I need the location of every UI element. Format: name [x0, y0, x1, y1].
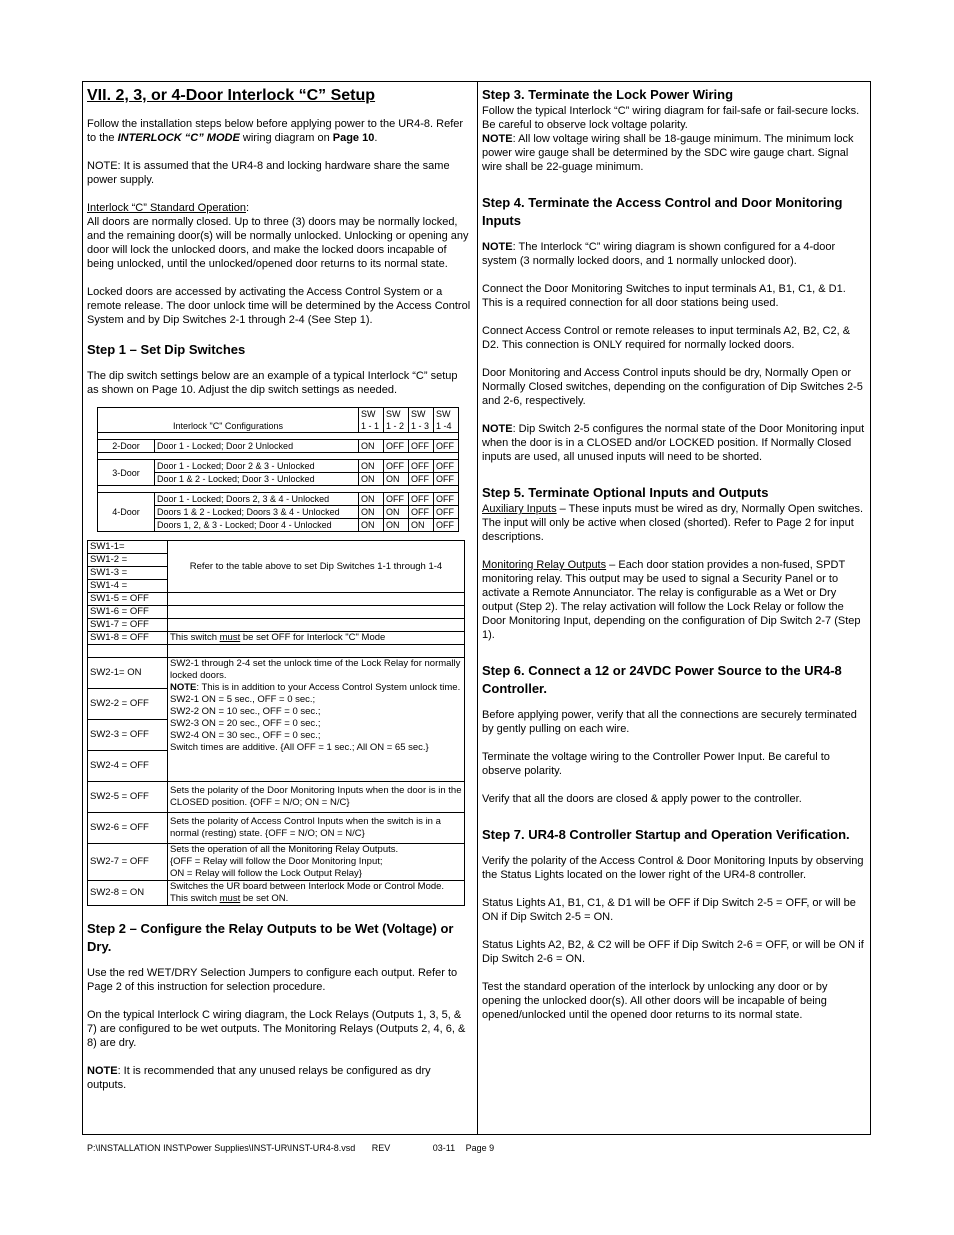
- sw-header: SW 1 - 3: [409, 408, 434, 433]
- step4-note-1: NOTE: The Interlock “C” wiring diagram is shown configured for a 4-door system (3 normally locked doors, and 1 normally unlocked door).: [482, 241, 836, 267]
- step7-paragraph-2: Status Lights A1, B1, C1, & D1 will be OFF if Dip Switch 2-5 = OFF, or will be ON if Dip Switch 2-5 = ON.: [482, 897, 856, 923]
- table-row: SW1-8 = OFF This switch must be set OFF for Interlock "C" Mode: [88, 632, 465, 645]
- step7-paragraph-3: Status Lights A2, B2, & C2 will be OFF if Dip Switch 2-6 = OFF, or will be ON if Dip Switch 2-6 = ON.: [482, 939, 864, 965]
- step4-title: Step 4. Terminate the Access Control and Door Monitoring Inputs: [482, 195, 843, 228]
- config-desc: Door 1 - Locked; Door 2 & 3 - Unlocked: [155, 460, 359, 473]
- step7-title: Step 7. UR4-8 Controller Startup and Operation Verification.: [482, 827, 850, 842]
- door-group-label: 4-Door: [98, 493, 155, 532]
- table-row: SW2-2 = OFF: [88, 689, 465, 720]
- sw-header: SW 1 -4: [434, 408, 459, 433]
- config-desc: Door 1 - Locked; Doors 2, 3 & 4 - Unlocked: [155, 493, 359, 506]
- config-desc: Door 1 & 2 - Locked; Door 3 - Unlocked: [155, 473, 359, 486]
- standard-operation: Interlock “C” Standard Operation: All doors are normally closed. Up to three (3) doors may be normally locked, and the remaining door(s) will be normally unlocked. Unlocking or opening any door will lock the unlocked doors, and make the locked doors incapable of being unlocked, until the unlocked/opened door returns to its normal state.: [87, 202, 469, 270]
- door-group-label: 3-Door: [98, 460, 155, 486]
- table-row: SW2-1= ON SW2-1 through 2-4 set the unlock time of the Lock Relay for normally locked doors. NOTE: This is in addition to your Access Control System unlock time. SW2-1 ON = 5 sec., OFF = 0 sec.; SW2-2 ON = 10 sec., OFF = 0 sec.; SW2-3 ON = 20 sec., OFF = 0 sec.; SW2-4 ON = 30 sec., OFF = 0 sec.; Switch times are additive. {All OFF = 1 sec.; All ON = 65 sec.}: [88, 658, 465, 689]
- door-group-label: 2-Door: [98, 440, 155, 453]
- step4-paragraph-2: Connect the Door Monitoring Switches to input terminals A1, B1, C1, & D1. This is a required connection for all door stations being used.: [482, 283, 846, 309]
- table-row: 4-Door Door 1 - Locked; Doors 2, 3 & 4 - Unlocked ON OFF OFF OFF: [98, 493, 459, 506]
- locked-doors-paragraph: Locked doors are accessed by activating the Access Control System or a remote release. The door unlock time will be determined by the Access Control System and by Dip Switches 2-1 through 2-4 (See Step 1).: [87, 286, 471, 326]
- table-row: SW1-3 =: [88, 567, 465, 580]
- sw-header: SW 1 - 1: [359, 408, 384, 433]
- table-row: SW2-6 = OFF Sets the polarity of Access Control Inputs when the switch is in a normal (resting) state. {OFF = N/O; ON = N/C}: [88, 813, 465, 844]
- left-column: [87, 86, 471, 1106]
- intro-paragraph: Follow the installation steps below before applying power to the UR4-8. Refer to the INTERLOCK “C” MODE wiring diagram on Page 10.: [87, 118, 464, 144]
- revision-label: REV: [371, 1143, 391, 1153]
- table-row: SW2-4 = OFF: [88, 751, 465, 782]
- step1-paragraph: The dip switch settings below are an example of a typical Interlock “C” setup as shown on Page 10. Adjust the dip switch settings as needed.: [87, 370, 458, 396]
- config-desc: Doors 1 & 2 - Locked; Doors 3 & 4 - Unlocked: [155, 506, 359, 519]
- dip-config-table: [97, 407, 459, 532]
- table-row: 3-Door Door 1 - Locked; Door 2 & 3 - Unlocked ON OFF OFF OFF: [98, 460, 459, 473]
- step5-mon-paragraph: Monitoring Relay Outputs – Each door station provides a non-fused, SPDT monitoring relay. This output may be used to signal a Security Panel or to activate a Remote Annunciator. The relay is configurable as a Wet or Dry output (Step 2). The relay activation will follow the Lock Relay or follow the Door Monitoring Input, depending on the configuration of Dip Switch 2-7 (Step 1).: [482, 559, 861, 641]
- table-row: SW2-5 = OFF Sets the polarity of the Door Monitoring Inputs when the door is in the CLOSED position. {OFF = N/O; ON = N/C}: [88, 782, 465, 813]
- unlock-time-description: SW2-1 through 2-4 set the unlock time of the Lock Relay for normally locked doors. NOTE: This is in addition to your Access Control System unlock time. SW2-1 ON = 5 sec., OFF = 0 sec.; SW2-2 ON = 10 sec., OFF = 0 sec.; SW2-3 ON = 20 sec., OFF = 0 sec.; SW2-4 ON = 30 sec., OFF = 0 sec.; Switch times are additive. {All OFF = 1 sec.; All ON = 65 sec.}: [168, 658, 465, 782]
- step7-paragraph-1: Verify the polarity of the Access Control & Door Monitoring Inputs by observing the Status Lights located on the lower right of the UR4-8 controller.: [482, 855, 864, 881]
- table-row: Doors 1 & 2 - Locked; Doors 3 & 4 - Unlocked ON ON OFF OFF: [98, 506, 459, 519]
- table-row: SW1-7 = OFF: [88, 619, 465, 632]
- table-row: SW2-3 = OFF: [88, 720, 465, 751]
- switch-settings-table: [87, 540, 465, 906]
- column-divider: [477, 81, 478, 1135]
- table-row: SW1-6 = OFF: [88, 606, 465, 619]
- file-path: P:\INSTALLATION INST\Power Supplies\INST-UR\INST-UR4-8.vsd: [87, 1143, 356, 1153]
- dip-header-row: [98, 408, 459, 433]
- config-header: Interlock "C" Configurations: [98, 408, 359, 433]
- table-row: Door 1 & 2 - Locked; Door 3 - Unlocked ON ON OFF OFF: [98, 473, 459, 486]
- step3-note: NOTE: All low voltage wiring shall be 18-gauge minimum. The minimum lock power wire gauge shall be determined by the SDC wire gauge chart. Signal wire shall be 22-guage minimum.: [482, 133, 854, 173]
- table-row: Doors 1, 2, & 3 - Locked; Door 4 - Unlocked ON ON ON OFF: [98, 519, 459, 532]
- step3-paragraph: Follow the typical Interlock “C” wiring diagram for fail-safe or fail-secure locks. Be careful to observe lock voltage polarity.: [482, 105, 860, 131]
- section-title: VII. 2, 3, or 4-Door Interlock “C” Setup: [87, 87, 376, 104]
- table-row: SW1-5 = OFF: [88, 593, 465, 606]
- step2-paragraph-1: Use the red WET/DRY Selection Jumpers to configure each output. Refer to Page 2 of this instruction for selection procedure.: [87, 967, 458, 993]
- step6-title: Step 6. Connect a 12 or 24VDC Power Source to the UR4-8 Controller.: [482, 663, 842, 696]
- sw-header: SW 1 - 2: [384, 408, 409, 433]
- step4-paragraph-3: Connect Access Control or remote releases to input terminals A2, B2, C2, & D2. This connection is ONLY required for normally locked doors.: [482, 325, 851, 351]
- page-footer: [87, 1143, 508, 1154]
- step7-paragraph-4: Test the standard operation of the interlock by unlocking any door or by opening the unlocked door(s). All other doors will be incapable of being opened/unlocked until the opened door returns to its normal state.: [482, 981, 828, 1021]
- sw1-refer-note: Refer to the table above to set Dip Switches 1-1 through 1-4: [168, 541, 465, 593]
- table-row: SW1-1= Refer to the table above to set Dip Switches 1-1 through 1-4: [88, 541, 465, 554]
- step2-note: NOTE: It is recommended that any unused relays be configured as dry outputs.: [87, 1065, 431, 1091]
- step4-note-2: NOTE: Dip Switch 2-5 configures the normal state of the Door Monitoring input when the door is in a CLOSED and/or LOCKED position. If Normally Closed inputs are used, all unused inputs will need to be shorted.: [482, 423, 865, 463]
- step5-aux-paragraph: Auxiliary Inputs – These inputs must be wired as dry, Normally Open switches. The input will only be active when closed (shorted). Refer to Page 2 for input descriptions.: [482, 503, 864, 543]
- step5-title: Step 5. Terminate Optional Inputs and Outputs: [482, 485, 769, 500]
- step2-paragraph-2: On the typical Interlock C wiring diagram, the Lock Relays (Outputs 1, 3, 5, & 7) are configured to be wet outputs. The Monitoring Relays (Outputs 2, 4, 6, & 8) are dry.: [87, 1009, 466, 1049]
- table-row: 2-Door Door 1 - Locked; Door 2 Unlocked ON OFF OFF OFF: [98, 440, 459, 453]
- config-desc: Doors 1, 2, & 3 - Locked; Door 4 - Unlocked: [155, 519, 359, 532]
- step2-title: Step 2 – Configure the Relay Outputs to be Wet (Voltage) or Dry.: [87, 921, 454, 954]
- table-row: SW2-7 = OFF Sets the operation of all the Monitoring Relay Outputs. {OFF = Relay will follow the Door Monitoring Input; ON = Relay will follow the Lock Output Relay}: [88, 844, 465, 881]
- step6-paragraph-2: Terminate the voltage wiring to the Controller Power Input. Be careful to observe polarity.: [482, 751, 830, 777]
- step4-paragraph-4: Door Monitoring and Access Control inputs should be dry, Normally Open or Normally Closed switches, depending on the configuration of Dip Switches 2-5 and 2-6, respectively.: [482, 367, 863, 407]
- step6-paragraph-3: Verify that all the doors are closed & apply power to the controller.: [482, 793, 802, 805]
- step6-paragraph-1: Before applying power, verify that all the connections are securely terminated by gently pulling on each wire.: [482, 709, 857, 735]
- right-column: [482, 86, 866, 1036]
- page-number: Page 9: [465, 1143, 495, 1153]
- table-row: SW1-4 =: [88, 580, 465, 593]
- sw1-8-note: This switch must be set OFF for Interlock "C" Mode: [168, 632, 465, 645]
- config-desc: Door 1 - Locked; Door 2 Unlocked: [155, 440, 359, 453]
- table-row: SW1-2 =: [88, 554, 465, 567]
- revision-date: 03-11: [432, 1143, 456, 1153]
- step3-title: Step 3. Terminate the Lock Power Wiring: [482, 87, 734, 102]
- table-row: SW2-8 = ON Switches the UR board between Interlock Mode or Control Mode. This switch must be set ON.: [88, 881, 465, 906]
- step1-title: Step 1 – Set Dip Switches: [87, 342, 246, 357]
- power-note: NOTE: It is assumed that the UR4-8 and locking hardware share the same power supply.: [87, 160, 450, 186]
